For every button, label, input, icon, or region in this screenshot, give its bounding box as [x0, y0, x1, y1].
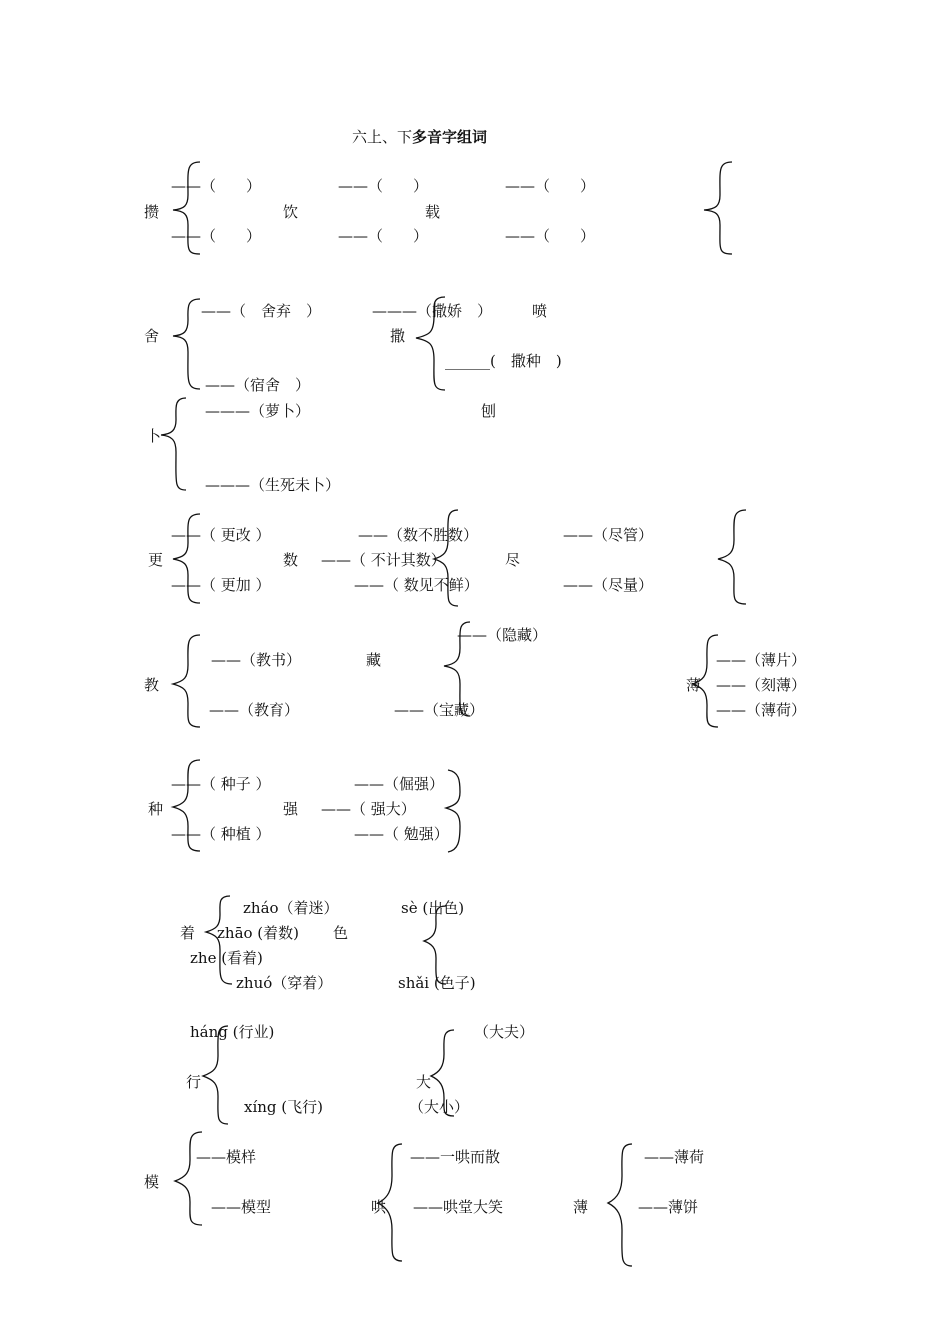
char-jin: 尽 — [505, 551, 521, 569]
hong-word-2: ——哄堂大笑 — [413, 1198, 504, 1216]
char-mo: 模 — [144, 1173, 160, 1191]
zai-word-1: ——（ ） — [505, 177, 596, 195]
char-pao: 刨 — [481, 402, 497, 420]
qiang-word-1: ——（倔强） — [354, 775, 445, 793]
char-shu: 数 — [283, 551, 299, 569]
char-jiao: 教 — [144, 676, 160, 694]
char-xing: 行 — [186, 1073, 202, 1091]
da-word-2: （大小） — [409, 1098, 470, 1116]
sa-word-1: ———（撒娇 ） — [372, 302, 493, 320]
zhong-word-2: ——（ 种植 ） — [171, 825, 271, 843]
char-cang: 藏 — [366, 651, 382, 669]
bo-word-2: ——（刻薄） — [716, 676, 807, 694]
char-zan: 攒 — [144, 203, 160, 221]
char-she: 舍 — [144, 327, 160, 345]
bu-word-1: ———（萝卜） — [205, 402, 311, 420]
mo-word-1: ——模样 — [196, 1148, 257, 1166]
title-bold-part: 多音字组词 — [412, 128, 488, 146]
zhe-word-1: zháo（着迷） — [243, 899, 339, 917]
brace-right-1 — [704, 162, 732, 254]
geng-word-1: ——（ 更改 ） — [171, 526, 271, 544]
char-pen: 喷 — [532, 302, 548, 320]
char-bo: 薄 — [686, 676, 702, 694]
sa-word-2: ______( 撒种 ) — [445, 352, 562, 370]
bo2-word-1: ——薄荷 — [644, 1148, 705, 1166]
xing-word-1: háng (行业) — [190, 1023, 275, 1041]
she-word-2: ——（宿舍 ） — [205, 376, 311, 394]
char-zhong: 种 — [148, 800, 164, 818]
cang-word-1: ——（隐藏） — [457, 626, 548, 644]
shu-word-2: ——（ 不计其数） — [321, 551, 446, 569]
she-word-1: ——（ 舍弃 ） — [201, 302, 322, 320]
zai-word-2: ——（ ） — [505, 227, 596, 245]
mo-word-2: ——模型 — [211, 1198, 272, 1216]
zan-word-2: ——（ ） — [171, 227, 262, 245]
brace-jiao — [173, 635, 200, 727]
brace-mo — [175, 1132, 202, 1225]
char-sa: 撒 — [390, 327, 406, 345]
bo2-word-2: ——薄饼 — [638, 1198, 699, 1216]
yin-word-1: ——（ ） — [338, 177, 429, 195]
yin-word-2: ——（ ） — [338, 227, 429, 245]
bo-word-3: ——（薄荷） — [716, 701, 807, 719]
qiang-word-3: ——（ 勉强） — [354, 825, 449, 843]
zhe-word-2: zhāo (着数) — [217, 924, 300, 942]
char-hong: 哄 — [371, 1198, 387, 1216]
char-geng: 更 — [148, 551, 164, 569]
geng-word-2: ——（ 更加 ） — [171, 576, 271, 594]
jin-word-2: ——（尽量） — [563, 576, 654, 594]
shu-word-1: ——（数不胜数） — [358, 526, 479, 544]
shu-word-3: ——（ 数见不鲜） — [354, 576, 479, 594]
bo-word-1: ——（薄片） — [716, 651, 807, 669]
brace-se — [424, 906, 446, 984]
title-normal-part: 六上、下 — [352, 128, 413, 146]
qiang-word-2: ——（ 强大） — [321, 800, 416, 818]
da-word-1: （大夫） — [474, 1023, 535, 1041]
bu-word-2: ———（生死未卜） — [205, 476, 341, 494]
brace-she — [173, 299, 200, 389]
hong-word-1: ——一哄而散 — [410, 1148, 501, 1166]
se-word-1: sè (出色) — [401, 899, 465, 917]
se-word-2: shǎi (色子) — [398, 974, 476, 992]
jiao-word-2: ——（教育） — [209, 701, 300, 719]
jin-word-1: ——（尽管） — [563, 526, 654, 544]
zhe-word-4: zhuó（穿着） — [236, 974, 333, 992]
zan-word-1: ——（ ） — [171, 177, 262, 195]
brace-jin — [718, 510, 746, 604]
char-da: 大 — [416, 1073, 432, 1091]
char-zai: 载 — [425, 203, 441, 221]
brace-bu — [161, 398, 186, 490]
char-yin: 饮 — [283, 203, 299, 221]
char-se: 色 — [333, 924, 349, 942]
xing-word-2: xíng (飞行) — [244, 1098, 323, 1116]
char-qiang: 强 — [283, 800, 299, 818]
zhe-word-3: zhe (看着) — [190, 949, 263, 967]
char-zhe: 着 — [180, 924, 196, 942]
brace-bo2 — [608, 1144, 632, 1266]
zhong-word-1: ——（ 种子 ） — [171, 775, 271, 793]
cang-word-2: ——（宝藏） — [394, 701, 485, 719]
jiao-word-1: ——（教书） — [211, 651, 302, 669]
char-bo-2: 薄 — [573, 1198, 589, 1216]
char-bu: 卜 — [146, 427, 162, 445]
